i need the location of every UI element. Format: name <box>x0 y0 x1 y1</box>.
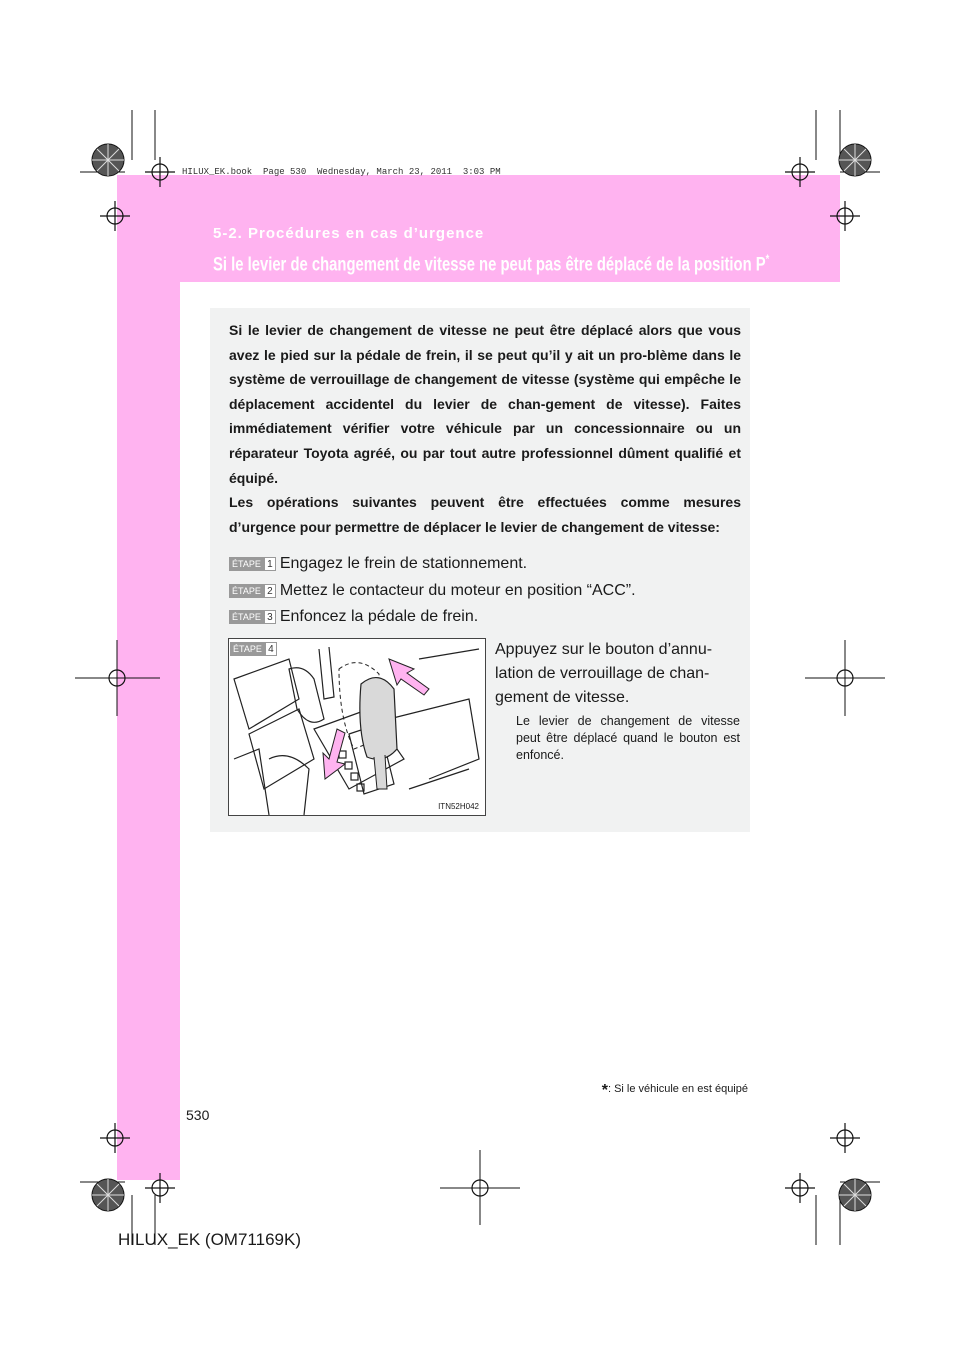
intro-paragraph-1: Si le levier de changement de vitesse ne peut être déplacé alors que vous avez le pied sur la pédale de frein, il se peut qu’il y ait un pro-blème dans le système de verrouillage de changement de vitesse (système qui empêche le déplacement accidentel du levier de chan-gement de vitesse). Faites immédiatement vérifier votre véhicule par un concessionnaire ou un réparateur Toyota agréé, ou par tout autre professionnel dûment qualifié et équipé. <box>229 322 741 486</box>
page-number: 530 <box>186 1107 210 1123</box>
step-text: Enfoncez la pédale de frein. <box>279 608 479 625</box>
model-code: HILUX_EK (OM71169K) <box>118 1230 301 1249</box>
title-asterisk: * <box>765 252 770 266</box>
book-info: HILUX_EK.book Page 530 Wednesday, March 23, 2011 3:03 PM <box>182 167 501 177</box>
step-badge-number: 1 <box>264 557 276 571</box>
step-badge-number: 3 <box>264 610 276 624</box>
step-text: Engagez le frein de stationnement. <box>279 555 528 572</box>
figure-code: ITN52H042 <box>438 802 479 811</box>
step-badge-label: ÉTAPE <box>232 612 261 622</box>
step-text: Mettez le contacteur du moteur en position “ACC”. <box>279 582 636 599</box>
step-badge-number: 4 <box>265 642 277 656</box>
step-4-text: Appuyez sur le bouton d’annu-lation de verrouillage de chan-gement de vitesse. <box>495 641 713 706</box>
step-badge-label: ÉTAPE <box>233 644 262 654</box>
footnote-text: : Si le véhicule en est équipé <box>607 1083 748 1095</box>
page-title-text: Si le levier de changement de vitesse ne peut pas être déplacé de la position P <box>213 254 766 276</box>
asterisk-icon: * <box>601 1082 608 1099</box>
step-badge-label: ÉTAPE <box>232 586 261 596</box>
step-badge-label: ÉTAPE <box>232 559 261 569</box>
intro-paragraph-2: Les opérations suivantes peuvent être effectuées comme mesures d’urgence pour permettre de déplacer le levier de changement de vitesse: <box>229 494 741 535</box>
step-4-note: Le levier de changement de vitesse peut être déplacé quand le bouton est enfoncé. <box>516 714 740 762</box>
section-title: 5-2. Procédures en cas d’urgence <box>213 225 485 242</box>
step-badge-number: 2 <box>264 584 276 598</box>
